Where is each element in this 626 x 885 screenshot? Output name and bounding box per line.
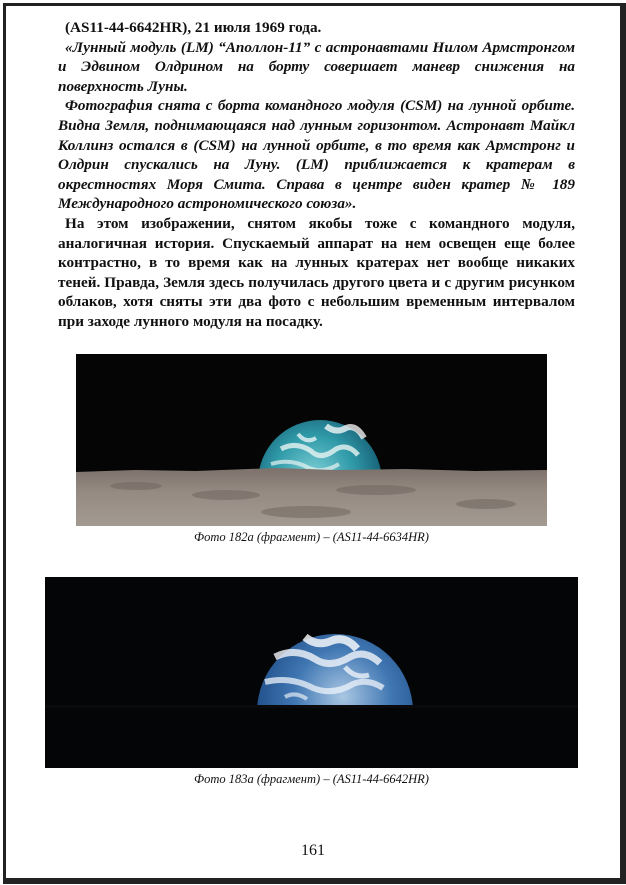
quote-paragraph: Фотография снята с борта командного модуля (CSM) на лунной орбите. Видна Земля, поднимающаяся над лунным горизонтом. Астронавт Майкл Коллинз остался в (CSM) на лунной орбите, в то время как Армстронг и Олдрин спускались на Луну. (LM) приближается к кратерам в окрестностях Моря Смита. Справа в центре виден кратер № 189 Международного астрономического союза».: [58, 97, 575, 213]
photo-caption: Фото 182а (фрагмент) – (AS11-44-6634HR): [194, 530, 429, 544]
text-block: [58, 18, 575, 332]
photo-caption: Фото 183а (фрагмент) – (AS11-44-6642HR): [194, 772, 429, 786]
page-number: 161: [301, 842, 325, 859]
quote-paragraph: «Лунный модуль (LM) “Аполлон-11” с астронавтами Нилом Армстронгом и Эдвином Олдрином на борту совершает маневр снижения на поверхность Луны.: [58, 38, 575, 95]
body-paragraph: На этом изображении, снятом якобы тоже с командного модуля, аналогичная история. Спускаемый аппарат на нем освещен еще более контрастно, в то время как на лунных кратерах нет вообще никаких теней. Правда, Земля здесь получилась другого цвета и с другим рисунком облаков, хотя сняты эти два фото с небольшим временным интервалом при заходе лунного модуля на посадку.: [58, 214, 575, 330]
heading-line: (AS11-44-6642HR), 21 июля 1969 года.: [65, 19, 322, 36]
earthrise-photo-183a: [45, 577, 578, 768]
earthrise-photo-182a: [76, 354, 547, 526]
